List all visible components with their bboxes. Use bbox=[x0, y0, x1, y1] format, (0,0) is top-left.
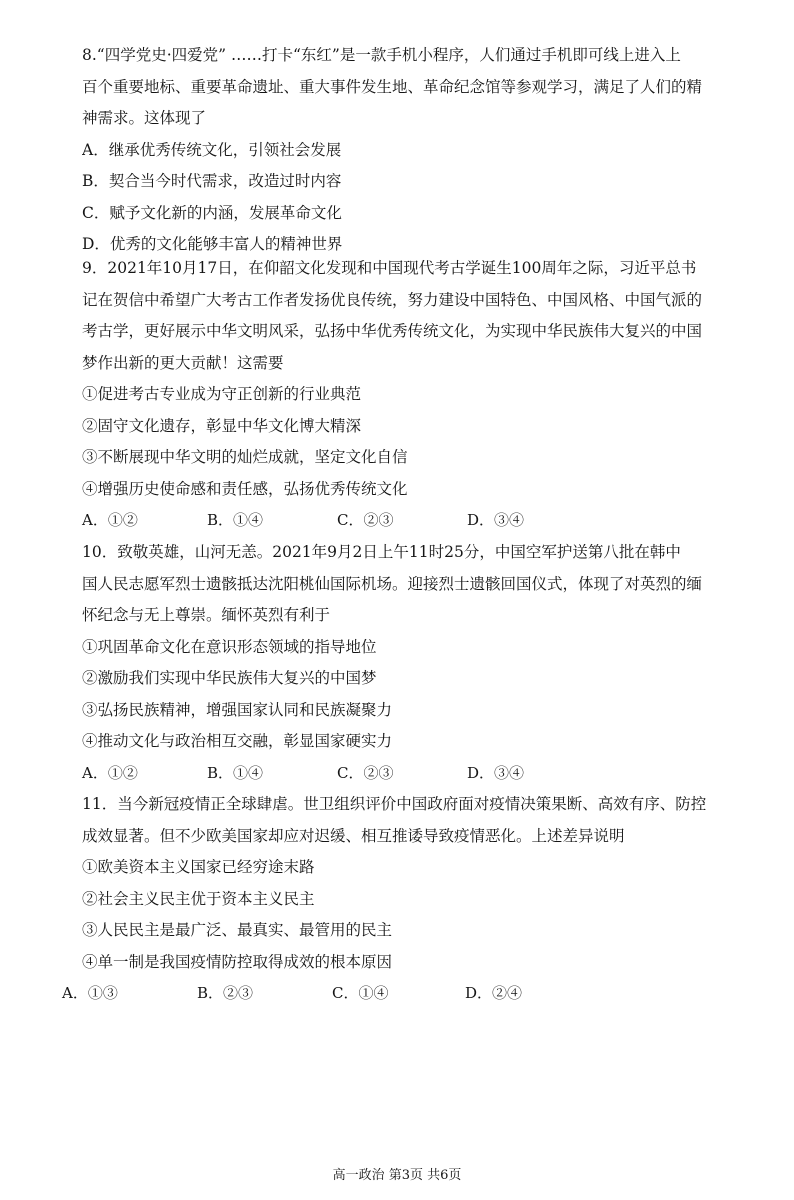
statement-option: ①巩固革命文化在意识形态领域的指导地位 bbox=[82, 637, 377, 656]
answer-option: C．赋予文化新的内涵，发展革命文化 bbox=[82, 203, 342, 222]
answer-option: D．优秀的文化能够丰富人的精神世界 bbox=[82, 235, 343, 253]
question-stem-line: 梦作出新的更大贡献！这需要 bbox=[82, 353, 284, 372]
statement-option: ②固守文化遗存，彰显中华文化博大精深 bbox=[82, 416, 362, 435]
question-stem-line: 记在贺信中希望广大考古工作者发扬优良传统，努力建设中国特色、中国风格、中国气派的 bbox=[82, 290, 703, 309]
question-stem-line: 8.“四学党史·四爱党” ……打卡“东红”是一款手机小程序，人们通过手机即可线上进入上 bbox=[82, 46, 681, 64]
statement-option: ③人民民主是最广泛、最真实、最管用的民主 bbox=[82, 921, 393, 939]
answer-choice-a: A．①② bbox=[82, 511, 138, 529]
question-stem-line: 百个重要地标、重要革命遗址、重大事件发生地、革命纪念馆等参观学习，满足了人们的精 bbox=[82, 77, 703, 96]
answer-choice-d: D．②④ bbox=[465, 984, 523, 1002]
answer-choice-d: D．③④ bbox=[467, 763, 525, 782]
answer-choices bbox=[82, 758, 732, 790]
question-8 bbox=[82, 40, 732, 261]
answer-choice-b: B．①④ bbox=[207, 763, 264, 782]
answer-choice-b: B．②③ bbox=[197, 984, 254, 1002]
answer-choice-c: C．①④ bbox=[332, 984, 389, 1002]
question-stem-line: 考古学，更好展示中华文明风采，弘扬中华优秀传统文化，为实现中华民族伟大复兴的中国 bbox=[82, 322, 703, 340]
statement-option: ②社会主义民主优于资本主义民主 bbox=[82, 889, 315, 908]
answer-option: B．契合当今时代需求，改造过时内容 bbox=[82, 172, 342, 190]
question-stem-line: 怀纪念与无上尊崇。缅怀英烈有利于 bbox=[82, 606, 331, 624]
page-footer: 高一政治 第3页 共6页 bbox=[332, 1168, 462, 1183]
answer-choice-a: A．①③ bbox=[62, 984, 118, 1002]
answer-choice-a: A．①② bbox=[82, 763, 138, 782]
answer-choices bbox=[82, 505, 732, 537]
question-stem-line: 10．致敬英雄，山河无恙。2021年9月2日上午11时25分，中国空军护送第八批在韩中 bbox=[82, 543, 681, 561]
question-stem-line: 神需求。这体现了 bbox=[82, 109, 207, 127]
answer-choice-b: B．①④ bbox=[207, 511, 264, 529]
question-stem-line: 成效显著。但不少欧美国家却应对迟缓、相互推诿导致疫情恶化。上述差异说明 bbox=[82, 826, 625, 845]
statement-option: ③不断展现中华文明的灿烂成就，坚定文化自信 bbox=[82, 448, 408, 466]
statement-option: ④推动文化与政治相互交融，彰显国家硬实力 bbox=[82, 732, 393, 750]
question-10 bbox=[82, 537, 732, 789]
question-9 bbox=[82, 253, 732, 537]
statement-option: ②激励我们实现中华民族伟大复兴的中国梦 bbox=[82, 669, 377, 687]
statement-option: ①促进考古专业成为守正创新的行业典范 bbox=[82, 385, 362, 403]
answer-option: A．继承优秀传统文化，引领社会发展 bbox=[82, 140, 342, 159]
answer-choices bbox=[62, 978, 732, 1010]
answer-choice-c: C．②③ bbox=[337, 511, 394, 529]
statement-option: ①欧美资本主义国家已经穷途末路 bbox=[82, 858, 315, 876]
statement-option: ③弘扬民族精神，增强国家认同和民族凝聚力 bbox=[82, 700, 393, 719]
answer-choice-c: C．②③ bbox=[337, 763, 394, 782]
question-stem-line: 9．2021年10月17日，在仰韶文化发现和中国现代考古学诞生100周年之际，习近平总书 bbox=[82, 259, 697, 277]
statement-option: ④增强历史使命感和责任感，弘扬优秀传统文化 bbox=[82, 479, 408, 498]
question-11 bbox=[62, 789, 732, 1010]
statement-option: ④单一制是我国疫情防控取得成效的根本原因 bbox=[82, 952, 393, 971]
question-stem-line: 11．当今新冠疫情正全球肆虐。世卫组织评价中国政府面对疫情决策果断、高效有序、防控 bbox=[82, 795, 707, 813]
question-stem-line: 国人民志愿军烈士遗骸抵达沈阳桃仙国际机场。迎接烈士遗骸回国仪式，体现了对英烈的缅 bbox=[82, 574, 703, 593]
answer-choice-d: D．③④ bbox=[467, 511, 525, 529]
